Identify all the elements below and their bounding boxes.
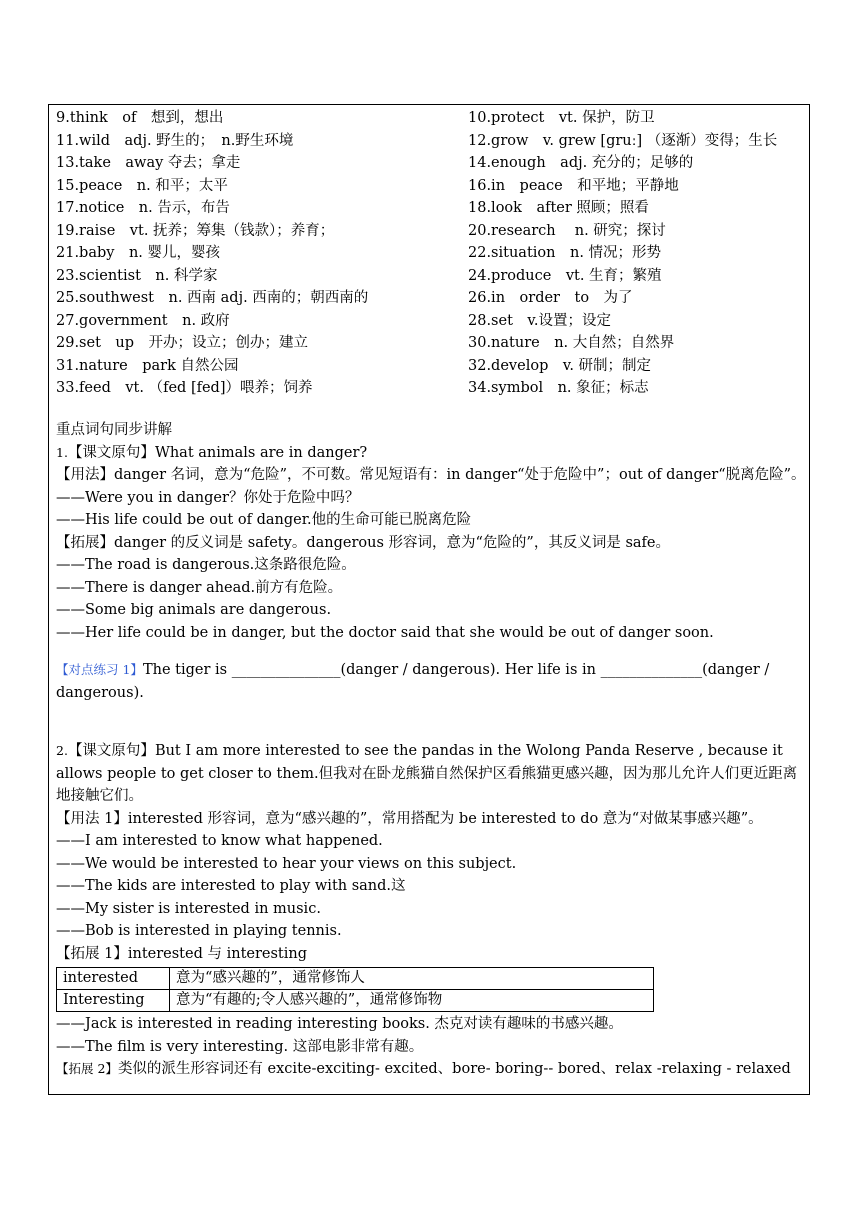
usage-text: interested 形容词，意为“感兴趣的”，常用搭配为 be interested to do 意为“对做某事感兴趣”。 [127, 810, 763, 827]
extension-tag: 【拓展】 [56, 534, 114, 551]
example-sentence: ——His life could be out of danger.他的生命可能已脱离危险 [56, 512, 472, 528]
vocab-row [56, 288, 812, 311]
example-sentence: ——I am interested to know what happened. [56, 833, 383, 849]
vocab-row [56, 198, 812, 221]
vocab-row [56, 176, 812, 199]
spacer [56, 644, 808, 659]
vocab-left: 21.baby n. 婴儿，婴孩 [56, 245, 221, 261]
vocab-left: 33.feed vt. （fed [fed]）喂养；饲养 [56, 380, 313, 396]
vocab-right: 28.set v.设置；设定 [468, 312, 611, 329]
usage-tag: 【用法 1】 [56, 810, 128, 827]
extension-text: interested 与 interesting [127, 945, 308, 962]
extension-tag: 【拓展 1】 [56, 945, 128, 962]
item1-original [56, 442, 808, 465]
example-sentence: ——Some big animals are dangerous. [56, 602, 332, 618]
vocab-row [56, 243, 812, 266]
usage-text: danger 名词，意为“危险”，不可数。常见短语有：in danger“处于危险中”；out of danger“脱离危险”。 [114, 467, 806, 483]
vocab-row [56, 333, 812, 356]
vocab-left: 31.nature park 自然公园 [56, 357, 239, 374]
table-cell-meaning: 意为“感兴趣的”，通常修饰人 [170, 968, 654, 990]
table-cell-word: interested [57, 968, 170, 990]
vocabulary-list [56, 108, 812, 401]
vocab-right: 18.look after 照顾；照看 [468, 200, 649, 216]
vocab-right: 16.in peace 和平地；平静地 [468, 177, 679, 194]
comparison-table [56, 967, 654, 1012]
item1-extension [56, 532, 808, 555]
vocab-row [56, 356, 812, 379]
vocab-left: 15.peace n. 和平；太平 [56, 177, 228, 194]
table-cell-word: Interesting [57, 990, 170, 1012]
example-sentence: ——My sister is interested in music. [56, 900, 321, 917]
vocab-right: 14.enough adj. 充分的；足够的 [468, 155, 694, 171]
example-sentence: ——There is danger ahead.前方有危险。 [56, 579, 343, 596]
example-sentence: ——We would be interested to hear your views on this subject. [56, 855, 517, 872]
vocab-right: 26.in order to 为了 [468, 290, 633, 306]
section-title: 重点词句同步讲解 [56, 422, 172, 438]
original-text: What animals are in danger? [154, 444, 368, 461]
vocab-left: 23.scientist n. 科学家 [56, 267, 218, 284]
vocab-right: 20.research n. 研究；探讨 [468, 222, 666, 239]
example-sentence: ——Her life could be in danger, but the doctor said that she would be out of danger soon. [56, 624, 714, 641]
example-sentence: ——The film is very interesting. 这部电影非常有趣。 [56, 1038, 424, 1055]
item-number: 1. [56, 444, 68, 460]
vocab-right: 34.symbol n. 象征；标志 [468, 380, 649, 396]
item1-exercise [56, 659, 808, 704]
usage-tag: 【用法】 [56, 467, 114, 483]
table-row [57, 968, 654, 990]
example-sentence: ——Were you in danger？你处于危险中吗？ [56, 489, 360, 506]
vocab-row [56, 266, 812, 289]
vocab-right: 24.produce vt. 生育；繁殖 [468, 267, 662, 284]
vocab-row [56, 378, 812, 401]
item1-usage [56, 464, 808, 487]
vocab-right: 32.develop v. 研制；制定 [468, 357, 652, 374]
exercise-tag: 【对点练习 1】 [56, 662, 143, 677]
vocab-right: 12.grow v. grew [gruː] （逐渐）变得；生长 [468, 132, 778, 149]
example-sentence: ——Jack is interested in reading interesting books. 杰克对读有趣味的书感兴趣。 [56, 1016, 623, 1032]
item2-extension-2 [56, 1058, 808, 1081]
vocab-row [56, 131, 812, 154]
original-tag: 【课文原句】 [67, 743, 155, 759]
vocab-left: 11.wild adj. 野生的； n.野生环境 [56, 132, 294, 149]
vocab-right: 22.situation n. 情况；形势 [468, 245, 662, 261]
vocab-left: 19.raise vt. 抚养；筹集（钱款）；养育； [56, 222, 335, 239]
spacer [56, 704, 808, 740]
original-tag: 【课文原句】 [67, 444, 155, 461]
table-row [57, 990, 654, 1012]
vocab-left: 13.take away 夺去；拿走 [56, 155, 241, 171]
item2-extension-1 [56, 943, 808, 966]
example-sentence: ——Bob is interested in playing tennis. [56, 923, 342, 939]
item2-original [56, 740, 808, 808]
vocab-row [56, 153, 812, 176]
exercise-text: The tiger is _______________(danger / dangerous). Her life is in ______________(danger / dangerous). [56, 662, 770, 701]
vocab-row [56, 108, 812, 131]
item-number: 2. [56, 743, 68, 758]
vocab-left: 27.government n. 政府 [56, 312, 230, 329]
vocab-left: 29.set up 开办；设立；创办；建立 [56, 335, 309, 351]
example-sentence: ——The kids are interested to play with sand.这 [56, 878, 406, 894]
extension-text: danger 的反义词是 safety。dangerous 形容词，意为“危险的”，其反义词是 safe。 [114, 534, 670, 551]
extension-tag: 【拓展 2】 [56, 1061, 118, 1076]
table-cell-meaning: 意为“有趣的;令人感兴趣的”，通常修饰物 [170, 990, 654, 1012]
vocab-right: 10.protect vt. 保护，防卫 [468, 110, 655, 126]
vocab-left: 17.notice n. 告示，布告 [56, 200, 230, 216]
example-sentence: ——The road is dangerous.这条路很危险。 [56, 557, 356, 573]
vocab-row [56, 221, 812, 244]
extension-text: 类似的派生形容词还有 excite-exciting- excited、bore- boring-- bored、relax -relaxing - relaxed [117, 1061, 791, 1077]
explanation-section [56, 419, 808, 1081]
vocab-right: 30.nature n. 大自然；自然界 [468, 335, 675, 351]
vocab-left: 9.think of 想到，想出 [56, 110, 224, 126]
item2-usage [56, 808, 808, 831]
vocab-left: 25.southwest n. 西南 adj. 西南的；朝西南的 [56, 290, 369, 306]
original-text: But I am more interested to see the pandas in the Wolong Panda Reserve , because it allows people to get closer to them.但我对在卧龙熊猫自然保护区看熊猫更感兴趣，因为那儿允许人们更近距离地接触它们。 [56, 743, 798, 804]
vocab-row [56, 311, 812, 334]
